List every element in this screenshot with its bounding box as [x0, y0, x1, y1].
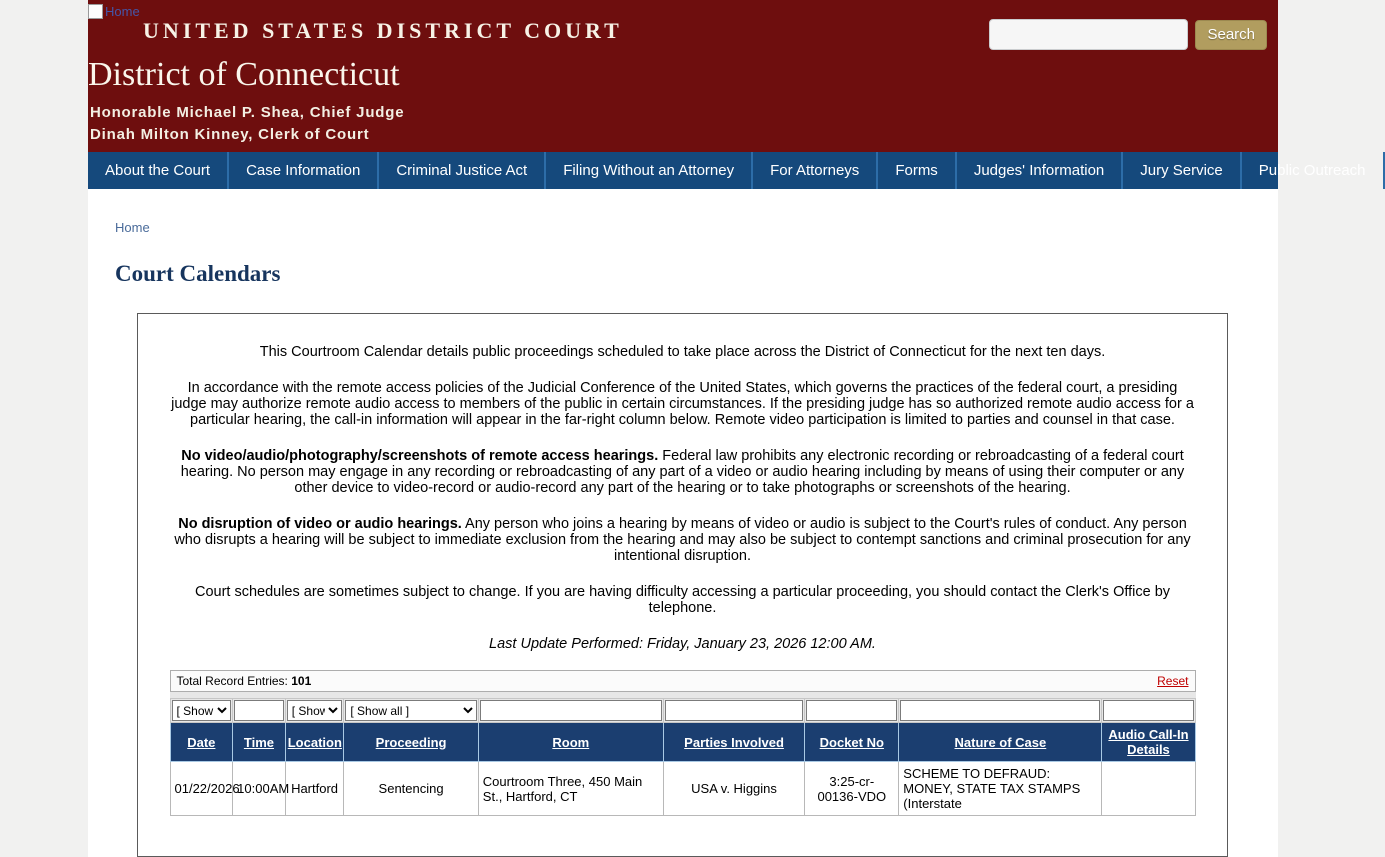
cell-location: Hartford	[285, 762, 344, 816]
page-container	[88, 0, 1366, 857]
nav-item-judges-information[interactable]: Judges' Information	[957, 152, 1123, 189]
nav-item-for-attorneys[interactable]: For Attorneys	[753, 152, 878, 189]
masthead	[88, 0, 1278, 152]
page-title: Court Calendars	[115, 261, 281, 286]
intro-paragraph-4	[168, 516, 1197, 564]
cell-docket: 3:25-cr-00136-VDO	[805, 762, 899, 816]
nav-item-filing-without-attorney[interactable]: Filing Without an Attorney	[546, 152, 753, 189]
table-row	[170, 762, 1195, 816]
total-records	[177, 674, 312, 688]
court-name-heading: UNITED STATES DISTRICT COURT	[143, 18, 623, 43]
search-input[interactable]	[989, 19, 1188, 50]
filter-proceeding-select[interactable]	[345, 700, 476, 721]
cell-proceeding: Sentencing	[344, 762, 478, 816]
filter-docket-input[interactable]	[806, 700, 897, 721]
total-records-label: Total Record Entries:	[176, 674, 288, 688]
sort-room[interactable]: Room	[552, 734, 590, 750]
nav-item-jury-service[interactable]: Jury Service	[1123, 152, 1242, 189]
sort-nature[interactable]: Nature of Case	[954, 734, 1047, 750]
sort-parties[interactable]: Parties Involved	[684, 734, 784, 750]
chief-judge-line: Honorable Michael P. Shea, Chief Judge	[90, 104, 405, 121]
main-nav	[88, 152, 1366, 189]
broken-image-icon	[88, 4, 103, 19]
home-logo-link[interactable]	[88, 4, 140, 19]
filter-parties-input[interactable]	[665, 700, 804, 721]
no-disruption-text: Any person who joins a hearing by means of video or audio is subject to the Court's rules of conduct. Any person who disrupts a hearing will be subject to immediate exclusion from the hearing and may also be subject to contempt sanctions and criminal prosecution for any intentional disruption.	[174, 516, 1191, 564]
home-logo-alt-text: Home	[105, 4, 140, 19]
intro-paragraph-2: In accordance with the remote access policies of the Judicial Conference of the United States, which governs the practices of the federal court, a presiding judge may authorize remote audio access to members of the public in certain circumstances. If the presiding judge has so authorized remote audio access for a particular hearing, the call-in information will appear in the far-right column below. Remote video participation is limited to parties and counsel in that case.	[171, 380, 1194, 428]
breadcrumb	[115, 219, 1251, 237]
calendar-grid	[170, 670, 1196, 816]
breadcrumb-home-link[interactable]: Home	[115, 220, 150, 235]
calendar-table	[170, 698, 1196, 816]
sort-audio[interactable]: Audio Call-In Details	[1108, 727, 1189, 757]
total-records-value: 101	[291, 674, 312, 688]
cell-parties: USA v. Higgins	[663, 762, 805, 816]
sort-location[interactable]: Location	[287, 734, 342, 750]
cell-date: 01/22/2026	[170, 762, 233, 816]
no-disruption-bold: No disruption of video or audio hearings.	[178, 516, 462, 532]
cell-time: 10:00AM	[233, 762, 286, 816]
cell-audio	[1102, 762, 1195, 816]
intro-paragraph-1: This Courtroom Calendar details public proceedings scheduled to take place across the District of Connecticut for the next ten days.	[259, 344, 1106, 360]
filter-room-input[interactable]	[480, 700, 662, 721]
table-header-row	[170, 723, 1195, 762]
no-recording-text: Federal law prohibits any electronic recording or rebroadcasting of a federal court hearing. No person may engage in any recording or rebroadcasting of any part of a video or audio hearing including by means of using their computer or any other device to video-record or audio-record any part of the hearing or to take photographs or screenshots of the hearing.	[180, 448, 1185, 496]
sort-docket[interactable]: Docket No	[819, 734, 884, 750]
no-recording-bold: No video/audio/photography/screenshots of remote access hearings.	[181, 448, 659, 464]
filter-location-select[interactable]	[287, 700, 343, 721]
nav-item-case-information[interactable]: Case Information	[229, 152, 379, 189]
nav-item-criminal-justice-act[interactable]: Criminal Justice Act	[379, 152, 546, 189]
cell-room: Courtroom Three, 450 Main St., Hartford, CT	[478, 762, 663, 816]
nav-item-about-the-court[interactable]: About the Court	[88, 152, 229, 189]
entries-bar	[170, 670, 1196, 692]
search-area	[989, 19, 1267, 50]
calendar-info-box	[137, 313, 1228, 857]
filter-row	[170, 699, 1195, 723]
clerk-line: Dinah Milton Kinney, Clerk of Court	[90, 126, 370, 143]
sort-proceeding[interactable]: Proceeding	[375, 734, 447, 750]
intro-paragraph-3	[168, 448, 1197, 496]
search-button[interactable]: Search	[1195, 20, 1267, 50]
cell-nature: SCHEME TO DEFRAUD: MONEY, STATE TAX STAMPS (Interstate	[899, 762, 1102, 816]
nav-item-forms[interactable]: Forms	[878, 152, 957, 189]
filter-date-select[interactable]	[172, 700, 232, 721]
sort-date[interactable]: Date	[187, 734, 216, 750]
main-content	[88, 189, 1278, 857]
last-update-line: Last Update Performed: Friday, January 23, 2026 12:00 AM.	[489, 636, 876, 652]
reset-filters-link[interactable]: Reset	[1157, 674, 1189, 688]
filter-audio-input[interactable]	[1103, 700, 1193, 721]
intro-paragraph-5: Court schedules are sometimes subject to change. If you are having difficulty accessing a particular proceeding, you should contact the Clerk's Office by telephone.	[194, 584, 1171, 616]
nav-item-public-outreach[interactable]: Public Outreach	[1242, 152, 1385, 189]
sort-time[interactable]: Time	[243, 734, 274, 750]
district-heading: District of Connecticut	[88, 56, 400, 93]
filter-nature-input[interactable]	[900, 700, 1100, 721]
filter-time-input[interactable]	[234, 700, 284, 721]
